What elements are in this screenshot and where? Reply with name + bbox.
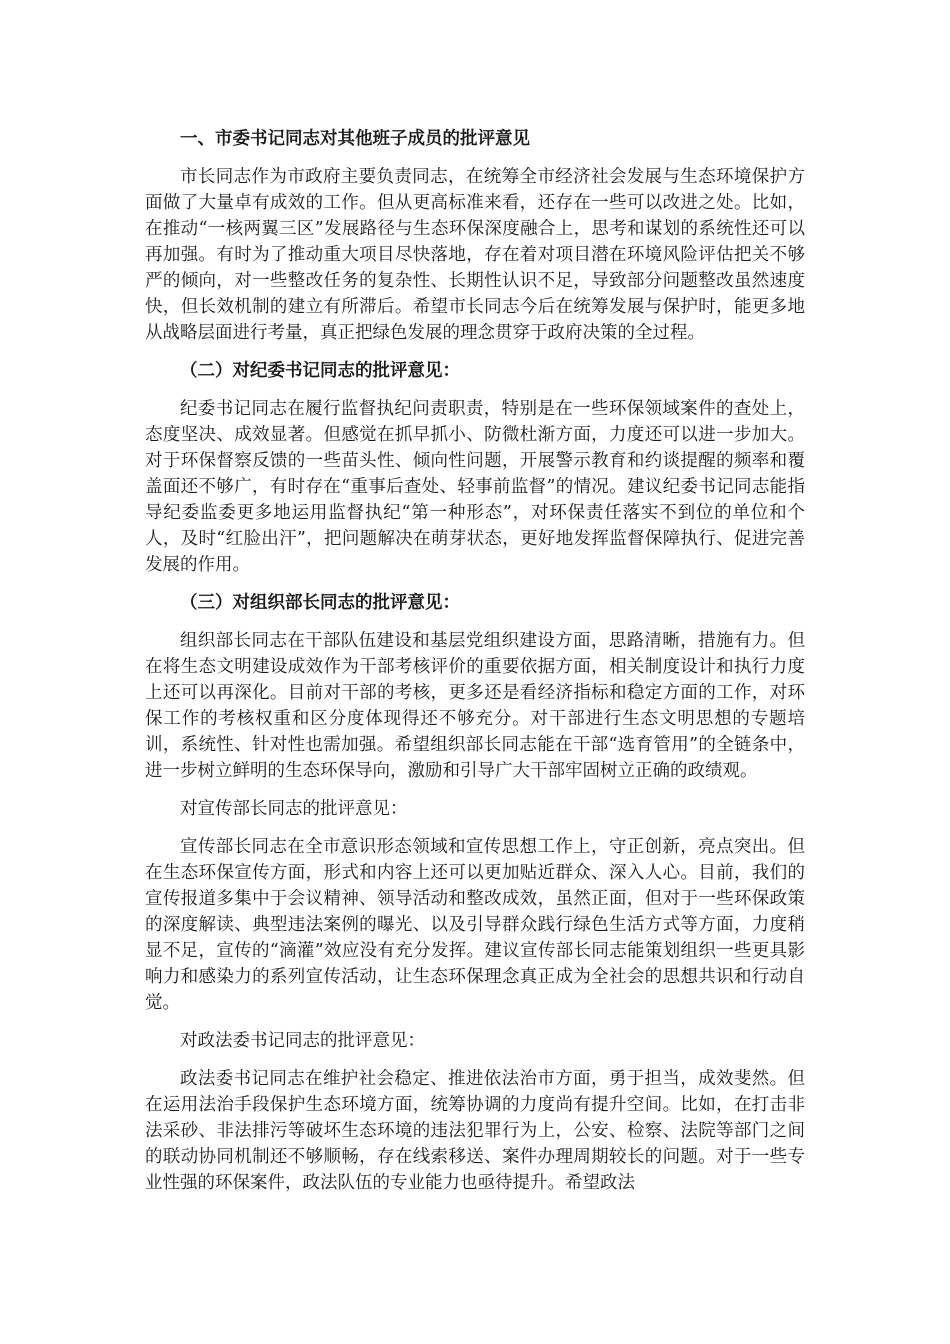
section-paragraph-1: 市长同志作为市政府主要负责同志，在统筹全市经济社会发展与生态环境保护方面做了大量卓有成效的工作。但从更高标准来看，还存在一些可以改进之处。比如，在推动“一核两翼三区”发展路径与生态环保深度融合上，思考和谋划的系统性还可以再加强。有时为了推动重大项目尽快落地，存在着对项目潜在环境风险评估把关不够严的倾向，对一些整改任务的复杂性、长期性认识不足，导致部分问题整改虽然速度快，但长效机制的建立有所滞后。希望市长同志今后在统筹发展与保护时，能更多地从战略层面进行考量，真正把绿色发展的理念贯穿于政府决策的全过程。 bbox=[145, 167, 805, 343]
section-paragraph-5: 政法委书记同志在维护社会稳定、推进依法治市方面，勇于担当，成效斐然。但在运用法治手段保护生态环境方面，统筹协调的力度尚有提升空间。比如，在打击非法采砂、非法排污等破坏生态环境的违法犯罪行为上，公安、检察、法院等部门之间的联动协同机制还不够顺畅，存在线索移送、案件办理周期较长的问题。对于一些专业性强的环保案件，政法队伍的专业能力也亟待提升。希望政法 bbox=[145, 1069, 805, 1193]
section-heading-5: 对政法委书记同志的批评意见： bbox=[180, 1031, 425, 1051]
section-paragraph-4: 宣传部长同志在全市意识形态领域和宣传思想工作上，守正创新，亮点突出。但在生态环保宣传方面，形式和内容上还可以更加贴近群众、深入人心。目前，我们的宣传报道多集中于会议精神、领导活动和整改成效，虽然正面，但对于一些环保政策的深度解读、典型违法案例的曝光、以及引导群众践行绿色生活方式等方面，力度稍显不足，宣传的“滴灌”效应没有充分发挥。建议宣传部长同志能策划组织一些更具影响力和感染力的系列宣传活动，让生态环保理念真正成为全社会的思想共识和行动自觉。 bbox=[145, 837, 805, 1013]
section-heading-4: 对宣传部长同志的批评意见： bbox=[180, 799, 408, 819]
section-heading-3: （三）对组织部长同志的批评意见： bbox=[180, 593, 460, 613]
section-heading-1: 一、市委书记同志对其他班子成员的批评意见 bbox=[180, 129, 530, 149]
section-paragraph-3: 组织部长同志在干部队伍建设和基层党组织建设方面，思路清晰，措施有力。但在将生态文明建设成效作为干部考核评价的重要依据方面，相关制度设计和执行力度上还可以再深化。目前对干部的考核，更多还是看经济指标和稳定方面的工作，对环保工作的考核权重和区分度体现得还不够充分。对干部进行生态文明思想的专题培训，系统性、针对性也需加强。希望组织部长同志能在干部“选育管用”的全链条中，进一步树立鲜明的生态环保导向，激励和引导广大干部牢固树立正确的政绩观。 bbox=[145, 631, 805, 781]
section-heading-2: （二）对纪委书记同志的批评意见： bbox=[180, 361, 460, 381]
section-paragraph-2: 纪委书记同志在履行监督执纪问责职责，特别是在一些环保领域案件的查处上，态度坚决、成效显著。但感觉在抓早抓小、防微杜渐方面，力度还可以进一步加大。对于环保督察反馈的一些苗头性、倾向性问题，开展警示教育和约谈提醒的频率和覆盖面还不够广，有时存在“重事后查处、轻事前监督”的情况。建议纪委书记同志能指导纪委监委更多地运用监督执纪“第一种形态”，对环保责任落实不到位的单位和个人，及时“红脸出汗”，把问题解决在萌芽状态，更好地发挥监督保障执行、促进完善发展的作用。 bbox=[145, 399, 805, 575]
document-page bbox=[145, 124, 805, 1206]
